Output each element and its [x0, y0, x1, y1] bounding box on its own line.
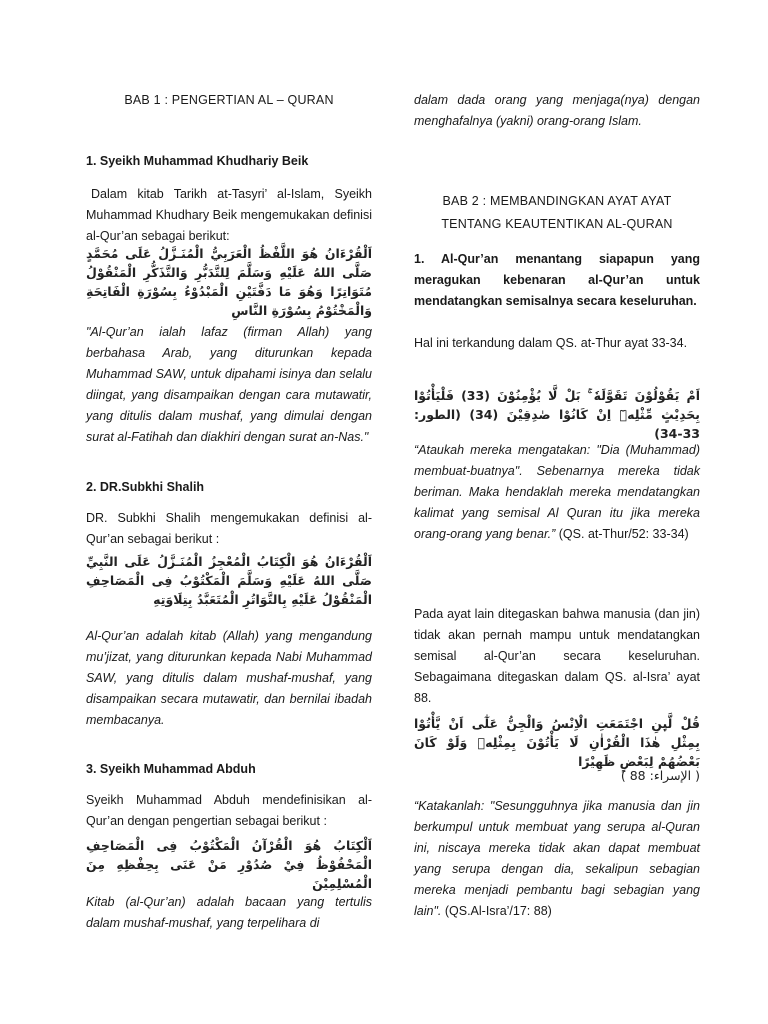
continued-text: dalam dada orang yang menjaga(nya) dengan menghafalnya (yakni) orang-orang Islam.	[414, 93, 700, 128]
paragraph-2-arabic-reference: ( الإسراء: 88 )	[620, 768, 700, 783]
point-1-translation-block	[414, 440, 700, 545]
section-3-intro: Syeikh Muhammad Abduh mendefinisikan al-Qur’an dengan pengertian sebagai berikut :	[86, 793, 372, 828]
section-1-arabic: اَلْقُرْءَانُ هُوَ اللَّفْظُ الْعَرَبِيُّ الْمُنَـزَّلُ عَلَى مُحَمَّدٍ صَلَّى اللهُ عَلَيْهِ وَسَلَّمَ لِلتَّدَبُّرِ وَالتَّذَكُّرِ الْمَنْقُوْلُ مُتَوَاتِرًا وَهُوَ مَا دَفَّتَيْنِ الْمَبْدُوْءُ بِسُوْرَةِ الْفَاتِحَةِ وَالْمَخْتُوْمُ بِسُوْرَةِ النَّاسِ	[86, 246, 372, 318]
section-2-intro: DR. Subkhi Shalih mengemukakan definisi al-Qur’an sebagai berikut :	[86, 511, 372, 546]
section-1-translation: "Al-Qur’an ialah lafaz (firman Allah) yang berbahasa Arab, yang diturunkan kepada Muhammad SAW, untuk dipahami isinya dan selalu diingat, yang disampaikan dengan cara mutawatir, yang ditulis dalam mushaf, yang dimulai dengan surat al-Fatihah dan diakhiri dengan surat an-Nas."	[86, 325, 372, 444]
paragraph-2-translation: “Katakanlah: "Sesungguhnya jika manusia dan jin berkumpul untuk membuat yang serupa al-Quran ini, niscaya mereka tidak akan dapat membuat yang serupa dengan dia, sekalipun sebagian mereka menjadi pembantu bagi sebagian yang lain".	[414, 799, 700, 918]
section-2-arabic: اَلْقُرْءَانُ هُوَ الْكِتَابُ الْمُعْجِزُ الْمُنَـزَّلُ عَلَى النَّبِيِّ صَلَّى اللهُ عَلَيْهِ وَسَلَّمَ الْمَكْتُوْبُ فِى الْمَصَاحِفِ الْمَنْقُوْلُ عَلَيْهِ بِالتَّوَاتُرِ الْمُتَعَبَّدُ بِتِلَاوَتِهِ	[86, 554, 372, 607]
section-3-arabic: اَلْكِتَابُ هُوَ الْقُرْآنُ الْمَكْتُوْبُ فِى الْمَصَاحِفِ الْمَحْفُوْظُ فِيْ صُدُوْرِ مَنْ عَنَى بِحِفْظِهِ مِنَ الْمُسْلِمِيْنَ	[86, 838, 372, 891]
paragraph-2-translation-block	[414, 796, 700, 922]
section-3-translation: Kitab (al-Qur’an) adalah bacaan yang tertulis dalam mushaf-mushaf, yang terpelihara di	[86, 895, 372, 930]
section-1-intro: Dalam kitab Tarikh at-Tasyri’ al-Islam, Syeikh Muhammad Khudhary Beik mengemukakan definisi al-Qur’an sebagai berikut:	[86, 187, 372, 243]
chapter-1-title: BAB 1 : PENGERTIAN AL – QURAN	[124, 93, 334, 107]
section-2-translation: Al-Qur’an adalah kitab (Allah) yang mengandung mu’jizat, yang diturunkan kepada Nabi Muhammad SAW, yang ditulis dalam mushaf-mushaf, yang disampaikan secara mutawatir, dan bernilai ibadah membacanya.	[86, 629, 372, 727]
paragraph-2-arabic: قُلْ لَّىِٕنِ اجْتَمَعَتِ الْاِنْسُ وَالْجِنُّ عَلٰٓى اَنْ يَّأْتُوْا بِمِثْلِ هٰذَا الْقُرْاٰنِ لَا يَأْتُوْنَ بِمِثْلِهٖ وَلَوْ كَانَ بَعْضُهُمْ لِبَعْضٍ ظَهِيْرًا	[414, 716, 700, 769]
point-1-translation: “Ataukah mereka mengatakan: "Dia (Muhammad) membuat-buatnya". Sebenarnya mereka tidak beriman. Maka hendaklah mereka mendatangkan kalimat yang semisal Al Quran itu jika mereka orang-orang yang benar.”	[414, 443, 700, 541]
chapter-2-title-line-2: TENTANG KEAUTENTIKAN AL-QURAN	[441, 217, 673, 231]
point-1-arabic: اَمْ يَقُوْلُوْنَ تَقَوَّلَهٗ ۚ بَلْ لَّا يُؤْمِنُوْنَ (33) فَلْيَأْتُوْا بِحَدِيْثٍ مِّثْلِهٖٓ اِنْ كَانُوْا صٰدِقِيْنَ (34) (الطور: 33-34)	[414, 388, 700, 441]
paragraph-2-translation-ref: (QS.Al-Isra’/17: 88)	[441, 904, 552, 918]
paragraph-2-text: Pada ayat lain ditegaskan bahwa manusia (dan jin) tidak akan pernah mampu untuk mendatangkan semisal al-Qur’an secara keseluruhan. Sebagaimana ditegaskan dalam QS. al-Isra’ ayat 88.	[414, 607, 700, 705]
section-1-heading: 1. Syeikh Muhammad Khudhariy Beik	[86, 154, 309, 168]
section-2-heading: 2. DR.Subkhi Shalih	[86, 480, 205, 494]
section-3-heading: 3. Syeikh Muhammad Abduh	[86, 762, 256, 776]
point-1-reference: Hal ini terkandung dalam QS. at-Thur ayat 33-34.	[414, 336, 688, 350]
point-1-heading: 1. Al-Qur’an menantang siapapun yang meragukan kebenaran al-Qur’an untuk mendatangkan semisalnya secara keseluruhan.	[414, 252, 700, 308]
point-1-translation-ref: (QS. at-Thur/52: 33-34)	[555, 527, 689, 541]
chapter-2-title-line-1: BAB 2 : MEMBANDINGKAN AYAT AYAT	[442, 194, 672, 208]
